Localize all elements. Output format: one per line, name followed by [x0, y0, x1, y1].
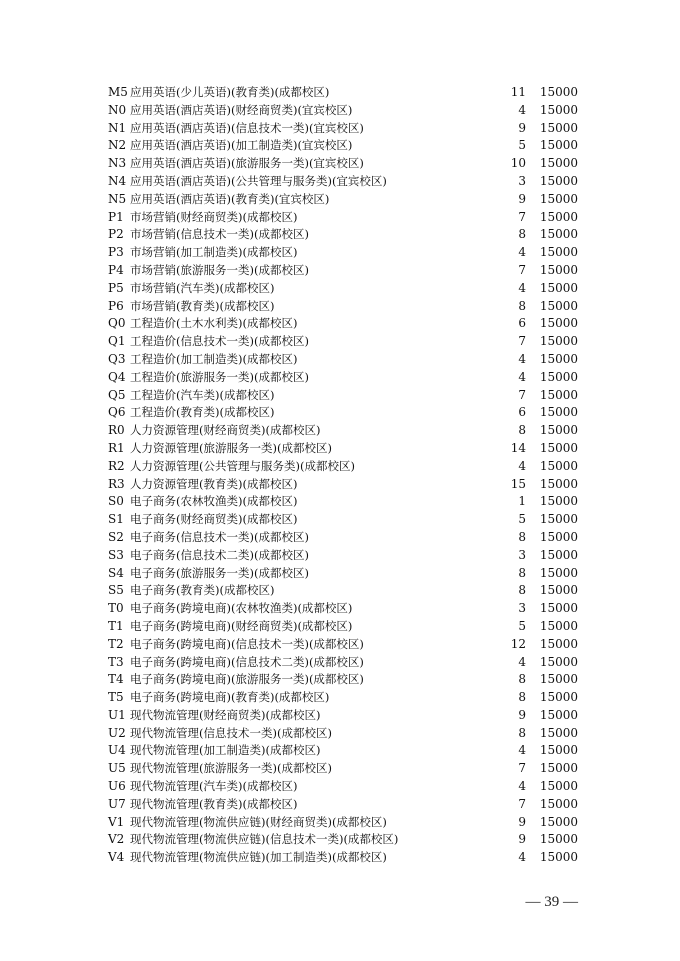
program-code: U5: [108, 761, 126, 776]
enrollment-count: 8: [518, 583, 526, 598]
program-name: 现代物流管理(物流供应链)(财经商贸类)(成都校区): [130, 814, 387, 829]
program-code: S2: [108, 529, 124, 544]
program-code: T0: [108, 601, 124, 616]
program-code: S0: [108, 494, 124, 509]
tuition-fee: 15000: [539, 618, 578, 633]
program-name: 人力资源管理(教育类)(成都校区): [130, 476, 298, 491]
program-code: S3: [108, 547, 124, 562]
program-name: 现代物流管理(加工制造类)(成都校区): [130, 743, 321, 758]
enrollment-count: 4: [518, 743, 526, 758]
program-code: U1: [108, 707, 126, 722]
tuition-fee: 15000: [539, 351, 578, 366]
program-name: 应用英语(少儿英语)(教育类)(成都校区): [130, 85, 330, 99]
program-name: 工程造价(信息技术一类)(成都校区): [130, 334, 309, 349]
table-row: [108, 440, 578, 458]
program-name: 现代物流管理(物流供应链)(加工制造类)(成都校区): [130, 850, 387, 865]
program-code: P6: [108, 298, 124, 313]
tuition-fee: 15000: [539, 636, 578, 651]
table-row: [108, 511, 578, 529]
tuition-fee: 15000: [539, 458, 578, 473]
table-row: [108, 191, 578, 209]
tuition-fee: 15000: [539, 672, 578, 687]
table-row: [108, 618, 578, 636]
tuition-fee: 15000: [539, 529, 578, 544]
enrollment-count: 4: [518, 369, 526, 384]
program-code: T4: [108, 672, 124, 687]
program-name: 电子商务(信息技术二类)(成都校区): [130, 547, 309, 562]
table-row: [108, 280, 578, 298]
program-name: 工程造价(汽车类)(成都校区): [130, 387, 275, 402]
program-code: V1: [108, 814, 125, 829]
tuition-fee: 15000: [539, 761, 578, 776]
tuition-fee: 15000: [539, 227, 578, 242]
enrollment-count: 7: [518, 387, 526, 402]
tuition-fee: 15000: [539, 316, 578, 331]
enrollment-count: 9: [518, 814, 526, 829]
program-name: 电子商务(旅游服务一类)(成都校区): [130, 565, 309, 580]
table-row: [108, 689, 578, 707]
program-name: 电子商务(财经商贸类)(成都校区): [130, 512, 298, 527]
tuition-fee: 15000: [539, 796, 578, 811]
program-name: 市场营销(信息技术一类)(成都校区): [130, 227, 309, 242]
program-name: 电子商务(教育类)(成都校区): [130, 583, 275, 598]
table-row: [108, 209, 578, 227]
program-code: P5: [108, 280, 124, 295]
table-row: [108, 654, 578, 672]
table-row: [108, 458, 578, 476]
table-row: [108, 582, 578, 600]
enrollment-count: 8: [518, 672, 526, 687]
enrollment-count: 5: [518, 618, 526, 633]
program-code: Q1: [108, 334, 126, 349]
table-row: [108, 725, 578, 743]
enrollment-count: 7: [518, 761, 526, 776]
program-code: U4: [108, 743, 126, 758]
program-code: U7: [108, 796, 126, 811]
program-code: V2: [108, 832, 125, 847]
table-row: [108, 137, 578, 155]
program-name: 应用英语(酒店英语)(信息技术一类)(宜宾校区): [130, 120, 364, 135]
enrollment-count: 3: [518, 173, 526, 188]
table-row: [108, 565, 578, 583]
program-code: P2: [108, 227, 124, 242]
enrollment-count: 9: [518, 191, 526, 206]
tuition-fee: 15000: [539, 423, 578, 438]
program-name: 市场营销(财经商贸类)(成都校区): [130, 209, 298, 224]
tuition-fee: 15000: [539, 512, 578, 527]
program-name: 人力资源管理(财经商贸类)(成都校区): [130, 423, 321, 438]
table-row: [108, 226, 578, 244]
tuition-fee: 15000: [539, 707, 578, 722]
program-name: 电子商务(跨境电商)(旅游服务一类)(成都校区): [130, 672, 364, 687]
tuition-fee: 15000: [539, 565, 578, 580]
program-code: R0: [108, 423, 125, 438]
tuition-fee: 15000: [539, 191, 578, 206]
enrollment-count: 4: [518, 280, 526, 295]
tuition-fee: 15000: [539, 102, 578, 117]
program-code: Q0: [108, 316, 126, 331]
program-name: 市场营销(教育类)(成都校区): [130, 298, 275, 313]
program-code: R3: [108, 476, 125, 491]
tuition-fee: 15000: [539, 280, 578, 295]
table-row: [108, 636, 578, 654]
table-row: [108, 849, 578, 867]
table-row: [108, 120, 578, 138]
tuition-fee: 15000: [539, 583, 578, 598]
table-row: [108, 814, 578, 832]
program-name: 电子商务(跨境电商)(信息技术二类)(成都校区): [130, 654, 364, 669]
program-name: 现代物流管理(教育类)(成都校区): [130, 796, 298, 811]
program-name: 现代物流管理(旅游服务一类)(成都校区): [130, 761, 332, 776]
program-name: 人力资源管理(旅游服务一类)(成都校区): [130, 440, 332, 455]
enrollment-count: 10: [510, 156, 526, 171]
enrollment-count: 6: [518, 316, 526, 331]
program-code: R1: [108, 440, 125, 455]
enrollment-count: 8: [518, 565, 526, 580]
program-name: 工程造价(教育类)(成都校区): [130, 405, 275, 420]
program-code: S5: [108, 583, 124, 598]
program-code: V4: [108, 850, 125, 865]
program-name: 市场营销(汽车类)(成都校区): [130, 280, 275, 295]
table-row: [108, 387, 578, 405]
enrollment-count: 9: [518, 707, 526, 722]
table-row: [108, 671, 578, 689]
table-row: [108, 476, 578, 494]
enrollment-table: [108, 84, 578, 867]
program-name: 应用英语(酒店英语)(公共管理与服务类)(宜宾校区): [130, 173, 387, 188]
table-row: [108, 262, 578, 280]
enrollment-count: 8: [518, 725, 526, 740]
enrollment-count: 9: [518, 832, 526, 847]
tuition-fee: 15000: [539, 476, 578, 491]
program-name: 市场营销(加工制造类)(成都校区): [130, 245, 298, 260]
table-row: [108, 547, 578, 565]
enrollment-count: 15: [510, 476, 526, 491]
tuition-fee: 15000: [539, 173, 578, 188]
program-name: 现代物流管理(物流供应链)(信息技术一类)(成都校区): [130, 832, 399, 847]
table-row: [108, 742, 578, 760]
enrollment-count: 3: [518, 547, 526, 562]
program-name: 现代物流管理(财经商贸类)(成都校区): [130, 707, 321, 722]
program-code: N5: [108, 191, 127, 206]
tuition-fee: 15000: [539, 779, 578, 794]
enrollment-count: 11: [510, 85, 526, 99]
program-name: 电子商务(信息技术一类)(成都校区): [130, 529, 309, 544]
tuition-fee: 15000: [539, 369, 578, 384]
table-row: [108, 778, 578, 796]
tuition-fee: 15000: [539, 725, 578, 740]
table-row: [108, 369, 578, 387]
program-code: T5: [108, 690, 124, 705]
program-code: Q3: [108, 351, 126, 366]
enrollment-count: 5: [518, 138, 526, 153]
table-row: [108, 298, 578, 316]
program-code: Q6: [108, 405, 126, 420]
program-code: P3: [108, 245, 124, 260]
table-row: [108, 422, 578, 440]
page-number: — 39 —: [525, 894, 578, 910]
program-name: 工程造价(旅游服务一类)(成都校区): [130, 369, 309, 384]
program-name: 现代物流管理(汽车类)(成都校区): [130, 779, 298, 794]
tuition-fee: 15000: [539, 387, 578, 402]
tuition-fee: 15000: [539, 298, 578, 313]
enrollment-count: 8: [518, 227, 526, 242]
enrollment-count: 7: [518, 209, 526, 224]
tuition-fee: 15000: [539, 156, 578, 171]
program-code: N1: [108, 120, 127, 135]
tuition-fee: 15000: [539, 138, 578, 153]
program-code: S4: [108, 565, 124, 580]
tuition-fee: 15000: [539, 262, 578, 277]
program-code: M5: [108, 85, 128, 99]
enrollment-count: 14: [510, 440, 526, 455]
table-row: [108, 333, 578, 351]
tuition-fee: 15000: [539, 814, 578, 829]
table-row: [108, 760, 578, 778]
enrollment-count: 12: [510, 636, 526, 651]
tuition-fee: 15000: [539, 850, 578, 865]
enrollment-count: 8: [518, 529, 526, 544]
tuition-fee: 15000: [539, 85, 578, 99]
program-name: 电子商务(跨境电商)(信息技术一类)(成都校区): [130, 636, 364, 651]
enrollment-count: 7: [518, 262, 526, 277]
enrollment-count: 4: [518, 779, 526, 794]
program-code: N0: [108, 102, 127, 117]
tuition-fee: 15000: [539, 654, 578, 669]
program-code: Q4: [108, 369, 126, 384]
enrollment-count: 7: [518, 796, 526, 811]
program-name: 电子商务(跨境电商)(财经商贸类)(成都校区): [130, 618, 353, 633]
program-code: U2: [108, 725, 126, 740]
program-name: 应用英语(酒店英语)(教育类)(宜宾校区): [130, 191, 330, 206]
enrollment-count: 4: [518, 351, 526, 366]
enrollment-count: 4: [518, 654, 526, 669]
program-name: 应用英语(酒店英语)(旅游服务一类)(宜宾校区): [130, 156, 364, 171]
table-row: [108, 404, 578, 422]
program-code: T3: [108, 654, 124, 669]
enrollment-count: 3: [518, 601, 526, 616]
enrollment-count: 9: [518, 120, 526, 135]
table-row: [108, 351, 578, 369]
tuition-fee: 15000: [539, 547, 578, 562]
table-row: [108, 493, 578, 511]
table-row: [108, 173, 578, 191]
table-row: [108, 707, 578, 725]
program-code: Q5: [108, 387, 126, 402]
program-code: T1: [108, 618, 124, 633]
table-row: [108, 796, 578, 814]
tuition-fee: 15000: [539, 209, 578, 224]
tuition-fee: 15000: [539, 440, 578, 455]
tuition-fee: 15000: [539, 832, 578, 847]
enrollment-count: 6: [518, 405, 526, 420]
table-row: [108, 831, 578, 849]
enrollment-count: 7: [518, 334, 526, 349]
tuition-fee: 15000: [539, 601, 578, 616]
tuition-fee: 15000: [539, 120, 578, 135]
enrollment-count: 1: [518, 494, 526, 509]
program-name: 应用英语(酒店英语)(财经商贸类)(宜宾校区): [130, 102, 353, 117]
table-row: [108, 102, 578, 120]
table-row: [108, 529, 578, 547]
program-name: 电子商务(农林牧渔类)(成都校区): [130, 494, 298, 509]
tuition-fee: 15000: [539, 405, 578, 420]
enrollment-count: 5: [518, 512, 526, 527]
program-code: S1: [108, 512, 124, 527]
program-code: P4: [108, 262, 124, 277]
enrollment-count: 8: [518, 690, 526, 705]
enrollment-count: 8: [518, 298, 526, 313]
program-name: 人力资源管理(公共管理与服务类)(成都校区): [130, 458, 355, 473]
program-name: 工程造价(加工制造类)(成都校区): [130, 351, 298, 366]
table-row: [108, 244, 578, 262]
program-name: 现代物流管理(信息技术一类)(成都校区): [130, 725, 332, 740]
table-row: [108, 155, 578, 173]
tuition-fee: 15000: [539, 494, 578, 509]
enrollment-count: 4: [518, 850, 526, 865]
program-name: 工程造价(土木水利类)(成都校区): [130, 316, 298, 331]
program-code: T2: [108, 636, 124, 651]
program-name: 电子商务(跨境电商)(农林牧渔类)(成都校区): [130, 601, 353, 616]
program-code: R2: [108, 458, 125, 473]
enrollment-count: 4: [518, 458, 526, 473]
enrollment-count: 8: [518, 423, 526, 438]
tuition-fee: 15000: [539, 743, 578, 758]
program-code: P1: [108, 209, 124, 224]
program-code: N2: [108, 138, 127, 153]
tuition-fee: 15000: [539, 334, 578, 349]
program-name: 电子商务(跨境电商)(教育类)(成都校区): [130, 690, 330, 705]
program-code: N4: [108, 173, 127, 188]
program-name: 市场营销(旅游服务一类)(成都校区): [130, 262, 309, 277]
tuition-fee: 15000: [539, 245, 578, 260]
table-row: [108, 600, 578, 618]
program-code: N3: [108, 156, 127, 171]
tuition-fee: 15000: [539, 690, 578, 705]
enrollment-count: 4: [518, 102, 526, 117]
program-name: 应用英语(酒店英语)(加工制造类)(宜宾校区): [130, 138, 353, 153]
table-row: [108, 84, 578, 102]
program-code: U6: [108, 779, 126, 794]
enrollment-count: 4: [518, 245, 526, 260]
table-row: [108, 315, 578, 333]
